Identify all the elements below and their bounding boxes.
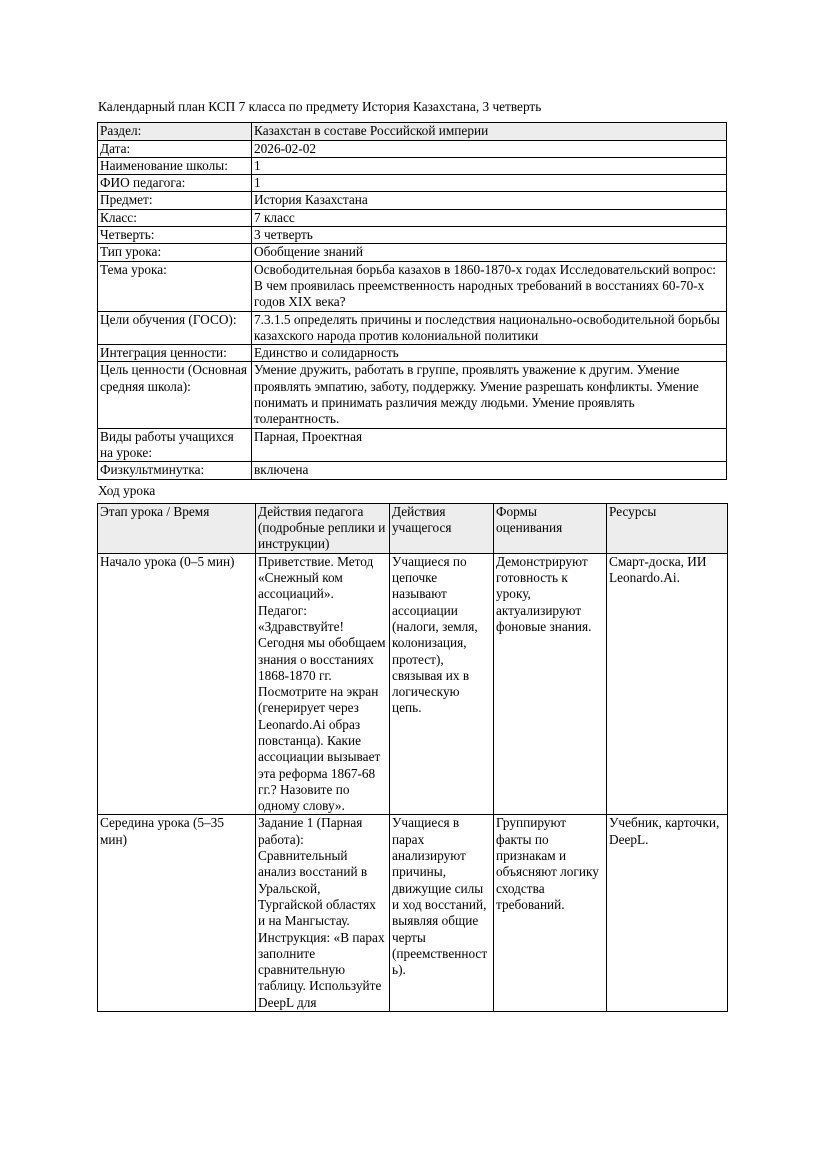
lesson-header-row: [98, 503, 728, 553]
lesson-cell-stage: Начало урока (0–5 мин): [98, 553, 256, 815]
info-table-row: [98, 227, 727, 244]
info-row-label: ФИО педагога:: [98, 175, 252, 192]
info-row-label: Раздел:: [98, 123, 252, 140]
info-row-label: Цели обучения (ГОСО):: [98, 311, 252, 345]
info-row-label: Класс:: [98, 209, 252, 226]
col-header-student: Действия учащегося: [390, 503, 494, 553]
info-row-label: Физкультминутка:: [98, 462, 252, 479]
info-row-label: Наименование школы:: [98, 157, 252, 174]
info-table-row: [98, 123, 727, 140]
info-table-row: [98, 175, 727, 192]
lesson-cell-student: Учащиеся в парах анализируют причины, движущие силы и ход восстаний, выявляя общие черты (преемственность).: [390, 815, 494, 1012]
info-table-row: [98, 345, 727, 362]
lesson-table-row: [98, 815, 728, 1012]
info-row-value: Казахстан в составе Российской империи: [252, 123, 727, 140]
col-header-stage: Этап урока / Время: [98, 503, 256, 553]
info-row-value: История Казахстана: [252, 192, 727, 209]
info-row-value: Освободительная борьба казахов в 1860-1870-х годах Исследовательский вопрос: В чем проявилась преемственность народных требований в восстаниях 60-70-х годов XIX века?: [252, 261, 727, 311]
info-table-row: [98, 428, 727, 462]
lesson-cell-resources: Смарт-доска, ИИ Leonardo.Ai.: [607, 553, 728, 815]
lesson-cell-assessment: Группируют факты по признакам и объясняют логику сходства требований.: [494, 815, 607, 1012]
info-row-value: 7.3.1.5 определять причины и последствия национально-освободительной борьбы казахского народа против колониальной политики: [252, 311, 727, 345]
lesson-cell-resources: Учебник, карточки, DeepL.: [607, 815, 728, 1012]
info-row-label: Интеграция ценности:: [98, 345, 252, 362]
info-row-value: 1: [252, 157, 727, 174]
info-row-value: 2026-02-02: [252, 140, 727, 157]
lesson-flow-table: [97, 503, 728, 1012]
lesson-table-row: [98, 553, 728, 815]
info-table-row: [98, 157, 727, 174]
info-row-value: 7 класс: [252, 209, 727, 226]
info-row-value: включена: [252, 462, 727, 479]
lesson-cell-student: Учащиеся по цепочке называют ассоциации (налоги, земля, колонизация, протест), связывая их в логическую цепь.: [390, 553, 494, 815]
info-row-label: Цель ценности (Основная средняя школа):: [98, 362, 252, 428]
lesson-cell-teacher: Приветствие. Метод «Снежный ком ассоциаций». Педагог: «Здравствуйте! Сегодня мы обобщаем знания о восстаниях 1868-1870 гг. Посмотрите на экран (генерирует через Leonardo.Ai образ повстанца). Какие ассоциации вызывает эта реформа 1867-68 гг.? Назовите по одному слову».: [256, 553, 390, 815]
info-table-row: [98, 192, 727, 209]
info-row-label: Тема урока:: [98, 261, 252, 311]
info-table-row: [98, 362, 727, 428]
col-header-teacher: Действия педагога (подробные реплики и инструкции): [256, 503, 390, 553]
lesson-cell-assessment: Демонстрируют готовность к уроку, актуализируют фоновые знания.: [494, 553, 607, 815]
info-row-label: Дата:: [98, 140, 252, 157]
info-row-value: Парная, Проектная: [252, 428, 727, 462]
info-table-row: [98, 244, 727, 261]
lesson-cell-teacher: Задание 1 (Парная работа): Сравнительный анализ восстаний в Уральской, Тургайской областях и на Мангыстау. Инструкция: «В парах заполните сравнительную таблицу. Используйте DeepL для: [256, 815, 390, 1012]
info-row-label: Тип урока:: [98, 244, 252, 261]
lesson-info-table: [97, 122, 727, 479]
info-row-label: Четверть:: [98, 227, 252, 244]
info-row-label: Предмет:: [98, 192, 252, 209]
info-row-value: 3 четверть: [252, 227, 727, 244]
lesson-cell-stage: Середина урока (5–35 мин): [98, 815, 256, 1012]
info-table-row: [98, 209, 727, 226]
col-header-resources: Ресурсы: [607, 503, 728, 553]
section-label: Ход урока: [98, 482, 156, 498]
info-row-value: Умение дружить, работать в группе, проявлять уважение к другим. Умение проявлять эмпатию, заботу, поддержку. Умение разрешать конфликты. Умение понимать и принимать различия между людьми. Умение проявлять толерантность.: [252, 362, 727, 428]
info-row-value: Единство и солидарность: [252, 345, 727, 362]
info-row-value: Обобщение знаний: [252, 244, 727, 261]
col-header-assessment: Формы оценивания: [494, 503, 607, 553]
info-table-row: [98, 462, 727, 479]
info-row-value: 1: [252, 175, 727, 192]
document-title: Календарный план КСП 7 класса по предмету История Казахстана, 3 четверть: [98, 99, 542, 114]
info-table-row: [98, 261, 727, 311]
info-table-row: [98, 311, 727, 345]
info-table-row: [98, 140, 727, 157]
info-row-label: Виды работы учащихся на уроке:: [98, 428, 252, 462]
